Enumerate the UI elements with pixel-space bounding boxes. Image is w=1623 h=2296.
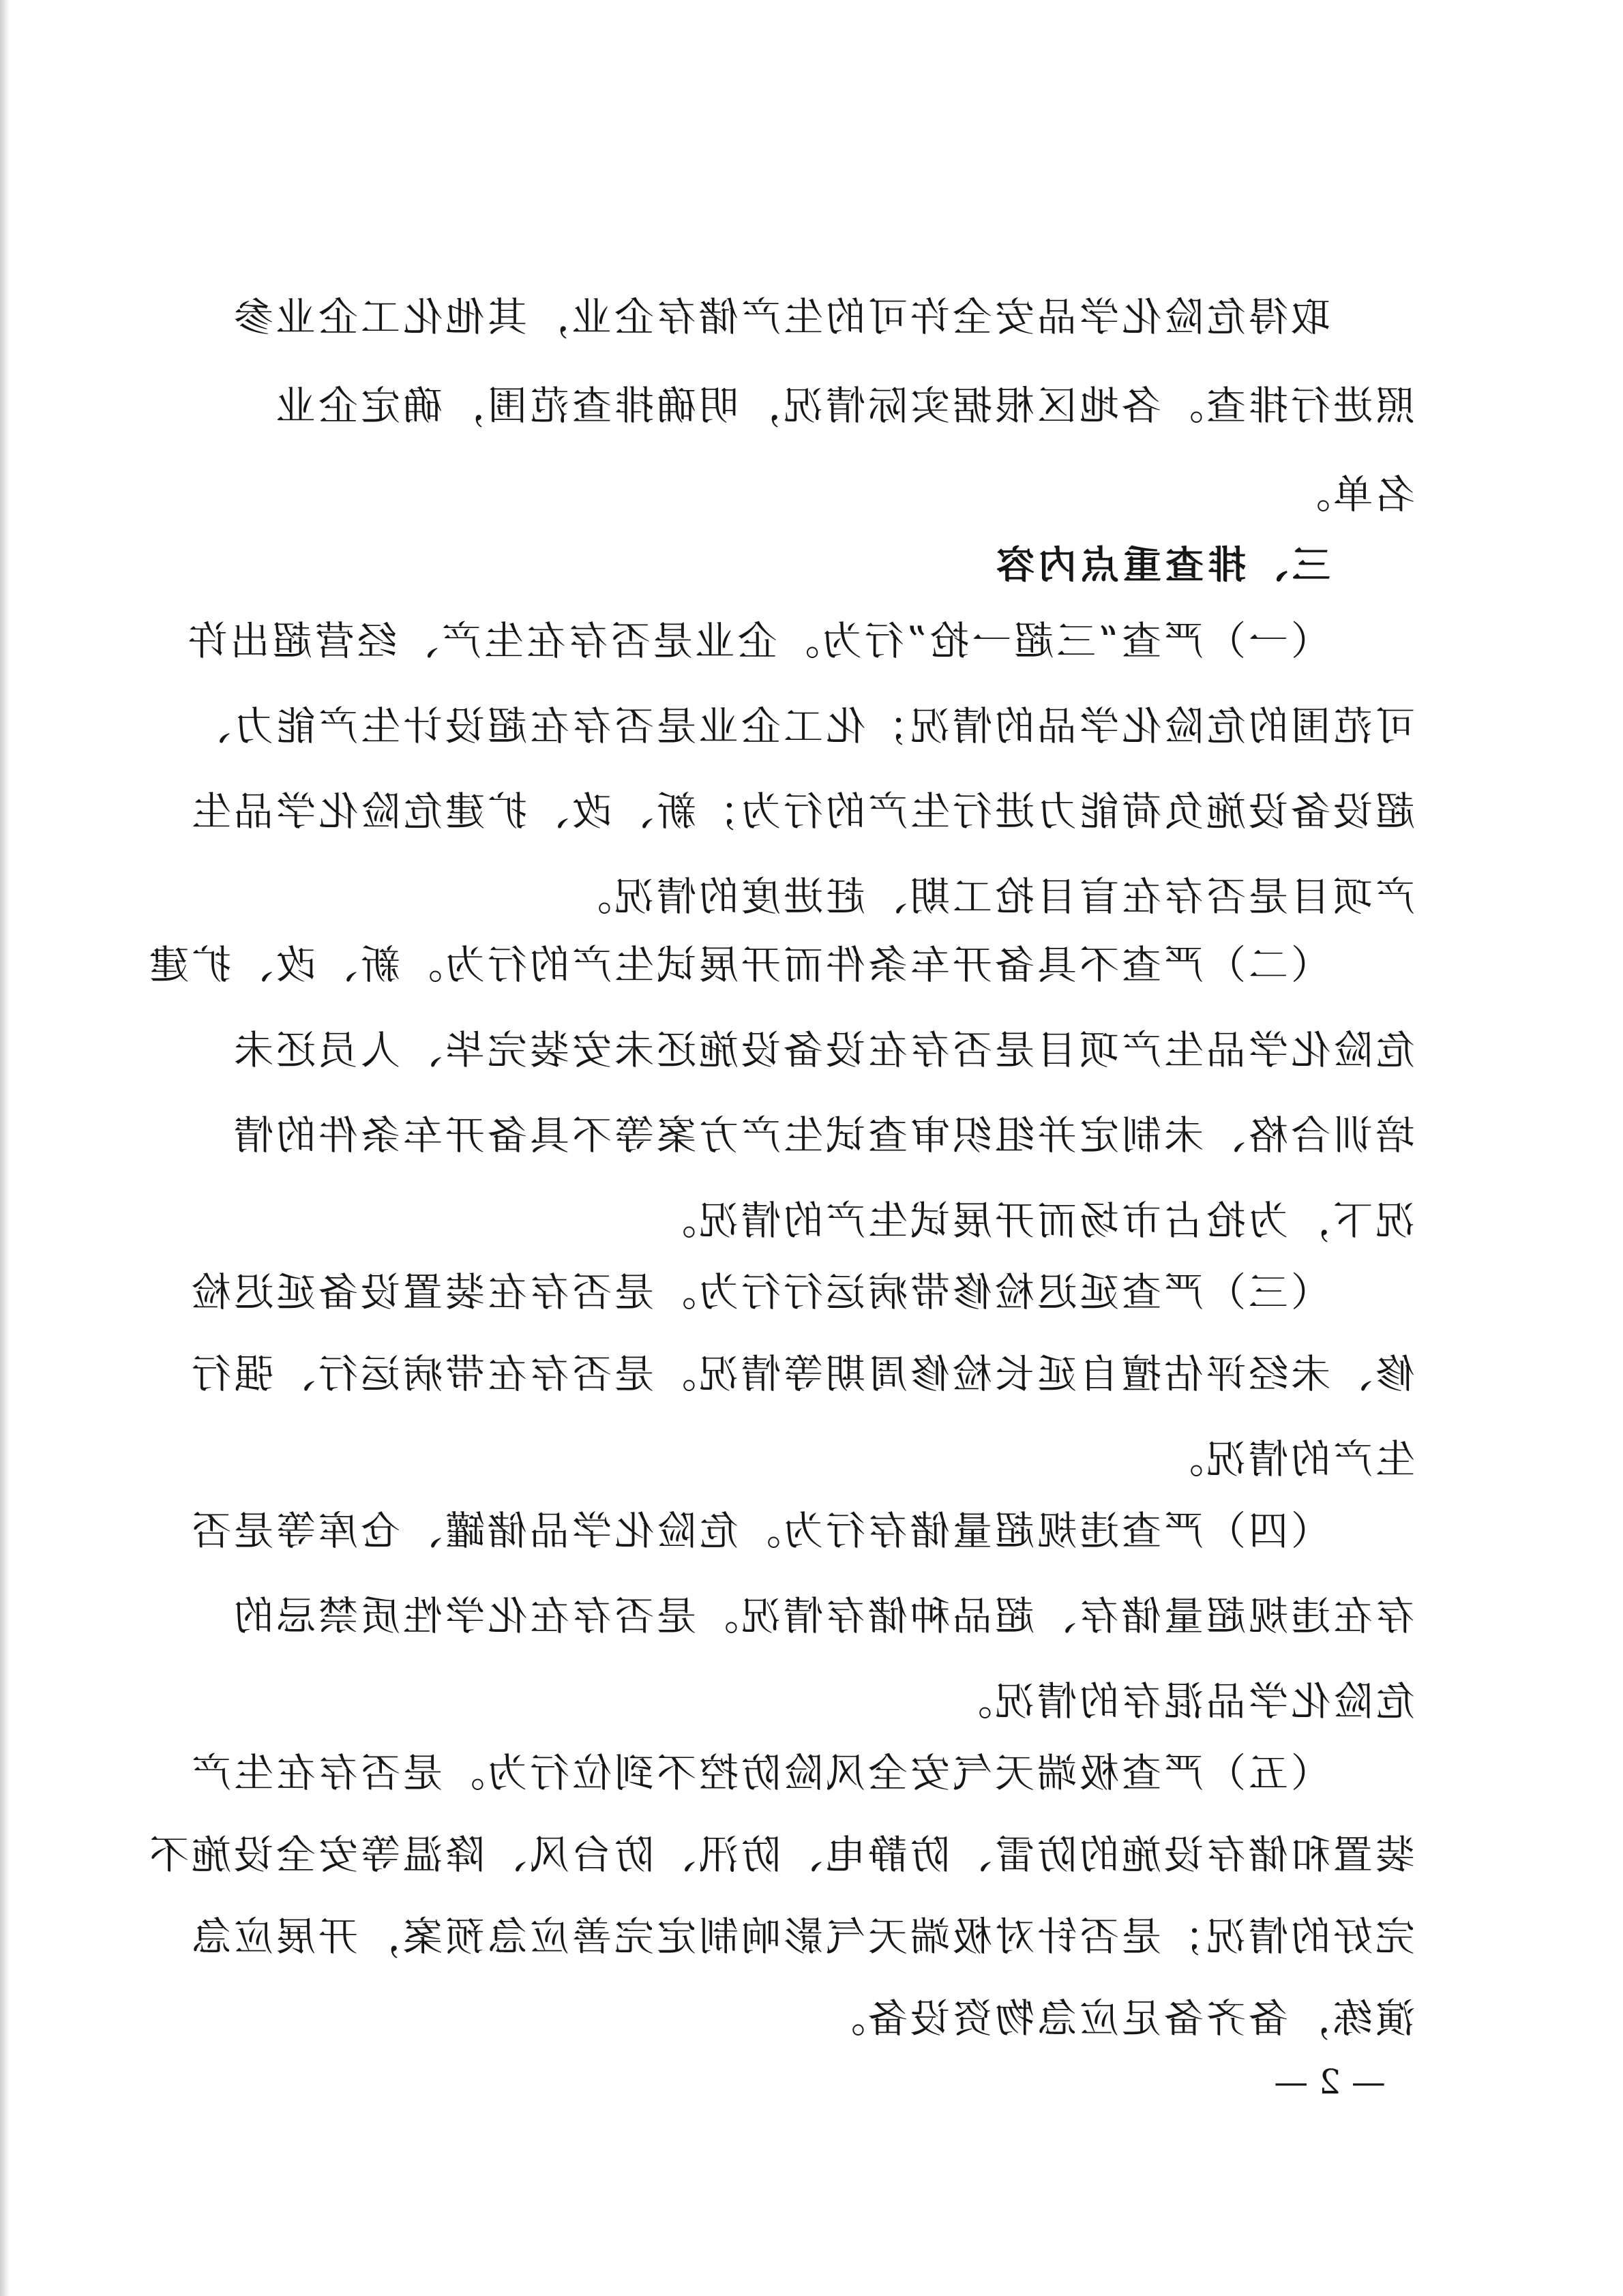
body-line: （三）严查延迟检修带病运行行为。是否存在装置设备延迟检	[188, 1269, 1330, 1315]
body-line: （二）严查不具备开车条件而开展试生产的行为。新、改、扩建	[146, 942, 1330, 988]
body-line: 装置和储存设施的防雷、防静电、防汛、防台风、降温等安全设施不	[146, 1832, 1415, 1878]
body-line: 超设备设施负荷能力进行生产的行为；新、改、扩建危险化学品生	[188, 788, 1415, 835]
body-line: （五）严查极端天气安全风险防控不到位行为。是否存在生产	[188, 1750, 1330, 1796]
body-line: 名单。	[1287, 471, 1415, 518]
body-line: 生产的情况。	[1161, 1436, 1415, 1482]
body-line: 取得危险化学品安全许可的生产储存企业，其他化工企业参	[230, 294, 1330, 340]
section-heading: 三、排查重点内容	[992, 543, 1330, 588]
body-line: 存在违规超量储存、超品种储存情况。是否存在化学性质禁忌的	[230, 1593, 1415, 1639]
body-line: （四）严查违规超量储存行为。危险化学品储罐、仓库等是否	[188, 1508, 1330, 1554]
body-line: 可范围的危险化学品的情况；化工企业是否存在超设计生产能力、	[188, 703, 1415, 749]
body-line: 演练，备齐备足应急物资设备。	[822, 1995, 1415, 2042]
body-line: 照进行排查。各地区根据实际情况，明确排查范围，确定企业	[273, 383, 1415, 429]
body-line: 产项目是否存在盲目抢工期、赶进度的情况。	[569, 874, 1415, 920]
body-line: 危险化学品混存的情况。	[949, 1678, 1415, 1725]
body-line: 完好的情况；是否针对极端天气影响制定完善应急预案，开展应急	[188, 1913, 1415, 1960]
scan-edge	[0, 0, 10, 2296]
body-line: 培训合格、未制定并组织审查试生产方案等不具备开车条件的情	[230, 1112, 1415, 1159]
body-line: 修、未经评估擅自延长检修周期等情况。是否存在带病运行、强行	[188, 1351, 1415, 1397]
body-line: （一）严查“三超一抢”行为。企业是否存在生产、经营超出许	[185, 618, 1330, 664]
body-line: 危险化学品生产项目是否存在设备设施还未安装完毕、人员还未	[230, 1027, 1415, 1073]
body-line: 况下，为抢占市场而开展试生产的情况。	[653, 1197, 1415, 1244]
page-number: — 2 —	[1274, 2062, 1386, 2102]
document-body	[146, 0, 1415, 2296]
